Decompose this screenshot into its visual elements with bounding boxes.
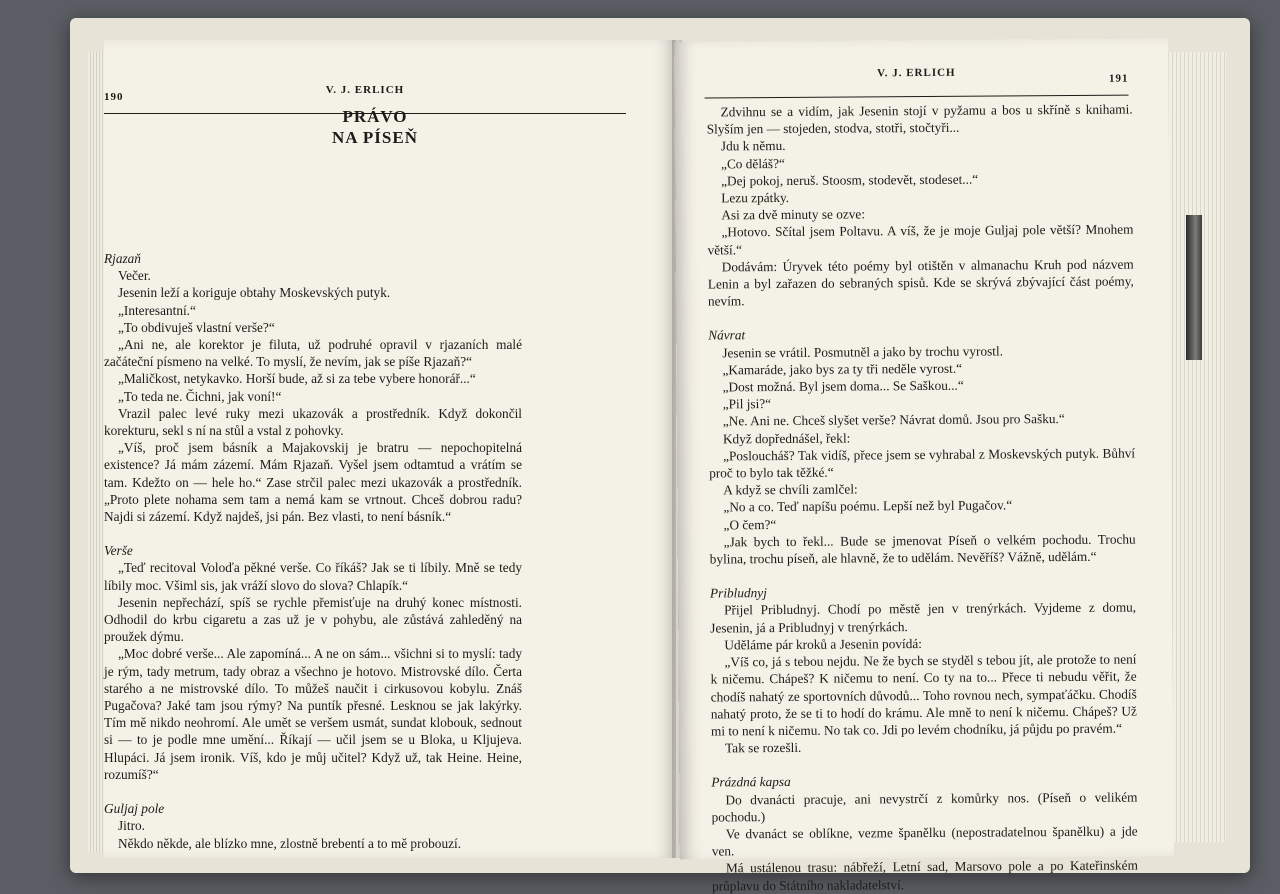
paragraph: Má ustálenou trasu: nábřeží, Letní sad, Marsovo pole a po Kateřinském průplavu do Státního nakladatelství. xyxy=(711,857,1138,894)
paragraph: „Ani ne, ale korektor je filuta, už podruhé opravil v rjazaních malé začáteční písmeno na velké. To myslí, že nevím, jak se píše Rjazaň?“ xyxy=(104,337,522,370)
right-page-body xyxy=(707,101,1139,894)
paragraph: „Kamaráde, jako bys za ty tři neděle vyrost.“ xyxy=(722,360,963,378)
paragraph: Jitro. xyxy=(118,818,145,834)
paragraph: Jesenin nepřechází, spíš se rychle přemisťuje na druhý konec místnosti. Odhodil do krbu cigaretu a zas už je v pohybu, ale zůstává zahleděný na proužek dýmu. xyxy=(104,594,522,645)
paragraph: „Maličkost, netykavko. Horší bude, až si za tebe vybere honorář...“ xyxy=(118,371,476,387)
page-number: 190 xyxy=(104,91,124,103)
paragraph: A když se chvíli zamlčel: xyxy=(723,481,858,498)
paragraph: „O čem?“ xyxy=(723,516,777,533)
paragraph: „Interesantní.“ xyxy=(118,302,196,318)
section-heading: Verše xyxy=(104,543,133,559)
paragraph: Vrazil palec levé ruky mezi ukazovák a prostředník. Když dokončil korekturu, sekl s ní na stůl a vstal z pohovky. xyxy=(104,405,522,439)
paragraph: Večer. xyxy=(118,268,151,284)
section-heading: Guljaj pole xyxy=(104,801,165,817)
paragraph: „Ne. Ani ne. Chceš slyšet verše? Návrat domů. Jsou pro Sašku.“ xyxy=(722,411,1065,429)
right-page xyxy=(674,38,1174,894)
paragraph: „Teď recitoval Voloďa pěkné verše. Co říkáš? Jak se ti líbily. Mně se tedy líbily moc. Všiml sis, jak vráží slovo do slova? Chlapík.“ xyxy=(104,560,522,593)
paragraph: „Moc dobré verše... Ale zapomíná... A ne on sám... všichni si to myslí: tady je rým, tady metrum, tady obraz a všechno je hotovo. Mistrovské dílo. Čerta starého a ne mistrovské dílo. To můžeš naučit i cirkusovou kobylu. Znáš Pugačova? Jaké tam jsou rýmy? Na puntík přesné. Lesknou se jak lakýrky. Tím mě nikdo neohromí. Ale umět se veršem usmát, sundat klobouk, sednout si — to je podle mne umění... Říkají — učil jsem se u Bloka, u Kljujeva. Hlupáci. Já jsem ironik. Víš, kdo je můj učitel? Když už, tak Heine. Heine, rozumíš?“ xyxy=(104,646,522,782)
title-line: PRÁVO xyxy=(342,107,408,126)
paragraph: „Víš, proč jsem básník a Majakovskij je bratru — nepochopitelná existence? Já mám zázemí. Mám Rjazaň. Vyšel jsem odtamtud a vrátím se tam. Kdežto on — hele ho.“ Zase strčil palec mezi ukazovák a prostředník. „Proto plete nohama sem tam a nemá kam se vrtnout. Chceš dobrou radu? Najdi si zázemí. Když najdeš, jsi pán. Bez vlasti, to není básník.“ xyxy=(104,440,522,525)
paragraph: Když dopřednášel, řekl: xyxy=(722,430,851,447)
paragraph: „Dost možná. Byl jsem doma... Se Saškou...“ xyxy=(722,377,964,395)
right-page-stack xyxy=(1168,52,1226,842)
paragraph: „Posloucháš? Tak vidíš, přece jsem se vyhrabal z Moskevských putyk. Bůhví proč to bylo tak těžké.“ xyxy=(709,445,1136,481)
paragraph: „Hotovo. Sčítal jsem Poltavu. A víš, že je moje Guljaj pole větší? Mnohem větší.“ xyxy=(707,221,1134,258)
paragraph: „Víš co, já s tebou nejdu. Ne že bych se styděl s tebou jít, ale protože to není k ničemu. Chápeš? K ničemu to není. Co ty na to... Přece ti nebudu věřit, že chodíš nahatý ze sportovních důvodů... Toho rovnou nech, sympaťáčku. Chodíš nahatý proto, že se ti to hodí do krámu. Ale mně to není k ničemu. Chápeš? Už mi to není k ničemu. No tak co. Jdi po levém chodníku, já půjdu po pravém.“ xyxy=(710,651,1137,739)
paragraph: Asi za dvě minuty se ozve: xyxy=(721,206,866,223)
paragraph: „Co děláš?“ xyxy=(720,155,785,172)
paragraph: Jesenin se vrátil. Posmutněl a jako by trochu vyrostl. xyxy=(722,343,1004,361)
paragraph: „To teda ne. Čichni, jak voní!“ xyxy=(118,388,282,404)
paragraph: Přijel Pribludnyj. Chodí po městě jen v trenýrkách. Vyjdeme z domu, Jesenin, já a Pribludnyj v trenýrkách. xyxy=(710,600,1137,636)
paragraph: „No a co. Teď napíšu poému. Lepší než byl Pugačov.“ xyxy=(723,497,1013,515)
paragraph: Dodávám: Úryvek této poémy byl otištěn v almanachu Kruh pod názvem Lenin a byl zařazen do sebraných spisů. Kde se skrývá zbývající část poémy, nevím. xyxy=(707,256,1134,309)
header-rule xyxy=(705,94,1129,98)
paragraph: Někdo někde, ale blízko mne, zlostně brebentí a to mě probouzí. xyxy=(118,835,462,851)
right-page-header xyxy=(704,66,1128,99)
paragraph: Ve dvanáct se oblíkne, vezme španělku (nepostradatelnou španělku) a jde ven. xyxy=(711,823,1138,859)
paragraph: Zdvihnu se a vidím, jak Jesenin stojí v pyžamu a bos u skříně s knihami. Slyším jen — stojeden, stodva, stotři, stočtyři... xyxy=(706,101,1133,137)
page-number: 191 xyxy=(1108,72,1129,85)
paragraph: Do dvanácti pracuje, ani nevystrčí z komůrky nos. (Píseň o velikém pochodu.) xyxy=(711,789,1138,825)
chapter-title xyxy=(254,106,496,148)
paragraph: „Dej pokoj, neruš. Stoosm, stodevět, stodeset...“ xyxy=(721,171,979,189)
section-heading: Prázdná kapsa xyxy=(711,774,791,790)
paragraph: „To obdivuješ vlastní verše?“ xyxy=(118,319,275,335)
paragraph: Tak se rozešli. xyxy=(725,739,802,756)
running-head: V. J. ERLICH xyxy=(325,84,405,96)
paragraph: Lezu zpátky. xyxy=(721,189,790,206)
left-page xyxy=(0,40,676,858)
left-page-body xyxy=(104,250,522,852)
section-heading: Rjazaň xyxy=(104,251,141,266)
photo-insert-edge xyxy=(1186,215,1202,360)
paragraph: Uděláme pár kroků a Jesenin povídá: xyxy=(724,635,922,653)
section-heading: Pribludnyj xyxy=(709,585,767,601)
section-heading: Návrat xyxy=(708,327,746,343)
running-head: V. J. ERLICH xyxy=(877,66,956,80)
paragraph: „Jak bych to řekl... Bude se jmenovat Píseň o velkém pochodu. Trochu bylina, trochu píseň, ale hlavně, že to udělám. Nevěříš? Vážně, udělám.“ xyxy=(709,531,1136,567)
paragraph: Jdu k němu. xyxy=(720,138,786,154)
paragraph: Jesenin leží a koriguje obtahy Moskevských putyk. xyxy=(118,285,391,301)
title-line: NA PÍSEŇ xyxy=(332,128,418,147)
paragraph: „Pil jsi?“ xyxy=(722,396,772,412)
